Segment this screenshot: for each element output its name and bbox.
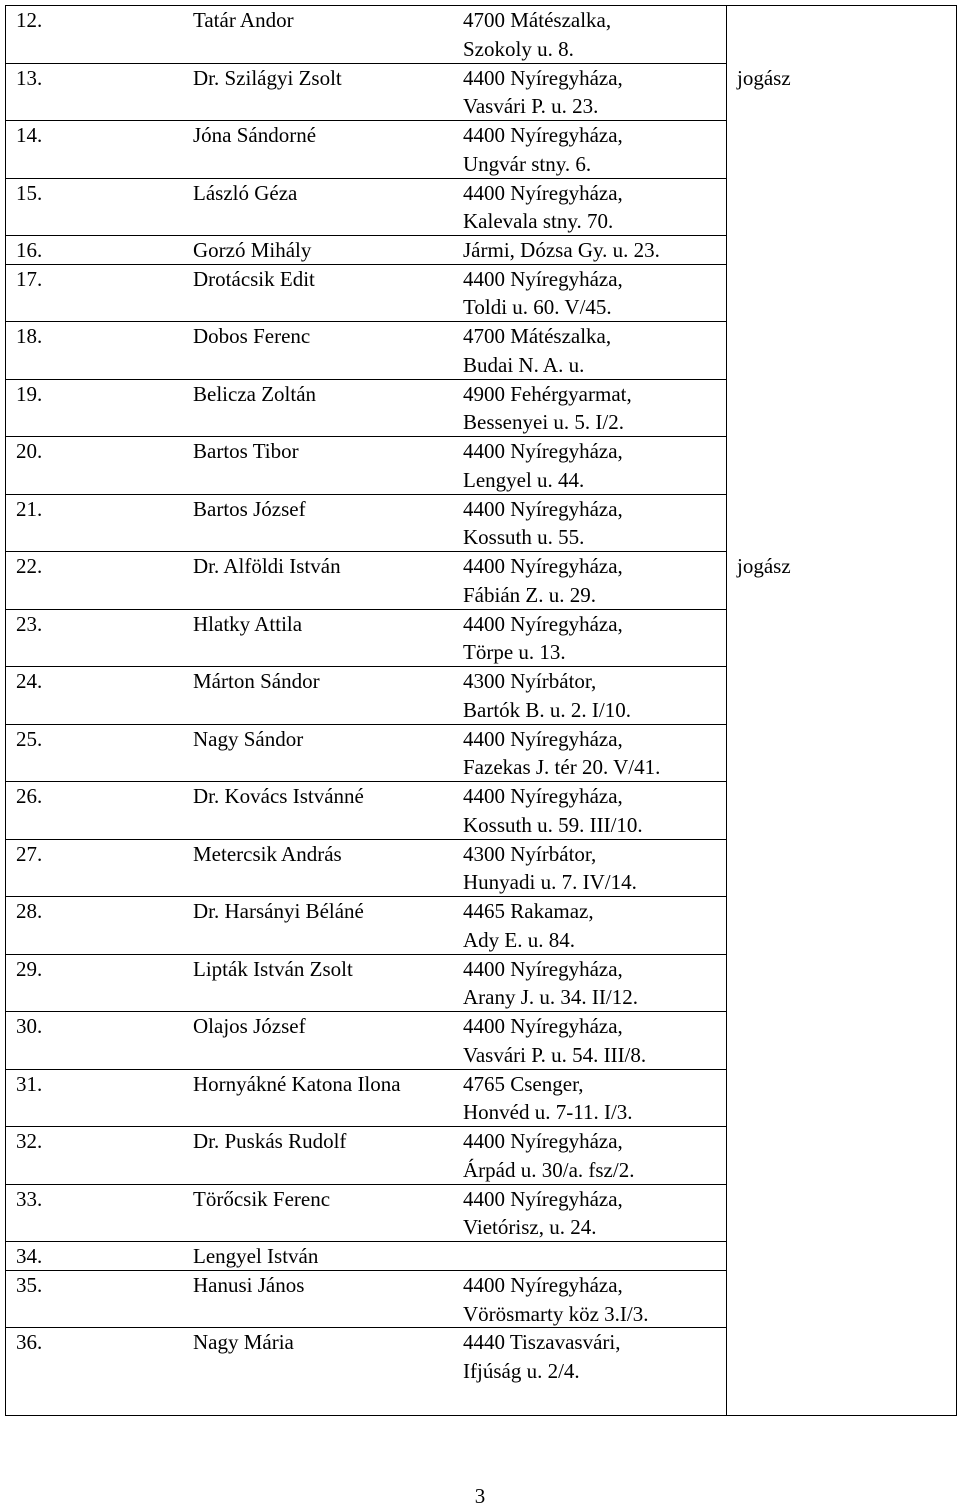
address-line-2: Arany J. u. 34. II/12. [463, 985, 638, 1010]
list-item [6, 1271, 726, 1329]
address-line-2: Toldi u. 60. V/45. [463, 295, 612, 320]
row-number: 20. [16, 439, 43, 464]
row-number: 30. [16, 1014, 43, 1039]
member-name: Hanusi János [193, 1272, 305, 1297]
row-number: 32. [16, 1129, 43, 1154]
row-number: 12. [16, 8, 43, 32]
list-item [6, 725, 726, 783]
address-line-2: Törpe u. 13. [463, 640, 566, 665]
list-item [6, 552, 726, 610]
list-item [6, 667, 726, 725]
member-name: Lipták István Zsolt [193, 956, 353, 981]
list-item [6, 121, 726, 179]
row-number: 36. [16, 1330, 43, 1355]
list-item [6, 955, 726, 1013]
address-line-2: Honvéd u. 7-11. I/3. [463, 1100, 633, 1125]
member-name: Drotácsik Edit [193, 266, 315, 291]
row-number: 34. [16, 1244, 43, 1269]
address-line-2: Kossuth u. 55. [463, 525, 585, 550]
member-name: Tatár Andor [193, 8, 294, 32]
list-item [6, 610, 726, 668]
member-name: Nagy Mária [193, 1330, 294, 1355]
address-line-1: 4765 Csenger, [463, 1071, 584, 1096]
list-item [6, 897, 726, 955]
member-name: Metercsik András [193, 841, 342, 866]
member-name: Lengyel István [193, 1244, 319, 1269]
address-line-1: 4465 Rakamaz, [463, 899, 594, 924]
member-name: Hornyákné Katona Ilona [193, 1071, 401, 1096]
address-line-2: Kossuth u. 59. III/10. [463, 812, 643, 837]
member-name: Belicza Zoltán [193, 381, 317, 406]
address-line-2: Budai N. A. u. [463, 352, 585, 377]
profession-note: jogász [737, 65, 791, 90]
member-name: Dr. Kovács Istvánné [193, 784, 364, 809]
address-line-1: Jármi, Dózsa Gy. u. 23. [463, 238, 660, 262]
list-item [6, 64, 726, 122]
member-name: Dr. Puskás Rudolf [193, 1129, 347, 1154]
list-item [6, 840, 726, 898]
member-name: Hlatky Attila [193, 611, 303, 636]
list-item [6, 1242, 726, 1271]
address-line-1: 4400 Nyíregyháza, [463, 784, 623, 809]
members-list [6, 6, 726, 1415]
member-name: Nagy Sándor [193, 726, 304, 751]
address-line-1: 4400 Nyíregyháza, [463, 439, 623, 464]
row-number: 23. [16, 611, 43, 636]
row-number: 29. [16, 956, 43, 981]
address-line-1: 4440 Tiszavasvári, [463, 1330, 621, 1355]
member-name: Dr. Szilágyi Zsolt [193, 65, 342, 90]
row-number: 16. [16, 238, 43, 262]
member-name: Dobos Ferenc [193, 324, 311, 349]
member-name: Jóna Sándorné [193, 123, 317, 147]
members-table [5, 5, 957, 1416]
address-line-1: 4400 Nyíregyháza, [463, 123, 623, 147]
address-line-1: 4300 Nyírbátor, [463, 841, 597, 866]
address-line-2: Ungvár stny. 6. [463, 151, 592, 176]
member-name: Olajos József [193, 1014, 306, 1039]
row-number: 19. [16, 381, 43, 406]
list-item [6, 265, 726, 323]
address-line-2: Árpád u. 30/a. fsz/2. [463, 1157, 635, 1182]
row-number: 22. [16, 554, 43, 579]
row-number: 24. [16, 669, 43, 694]
list-item [6, 1070, 726, 1128]
list-item [6, 6, 726, 64]
notes-cell [727, 6, 957, 1416]
member-name: Márton Sándor [193, 669, 320, 694]
address-line-1: 4400 Nyíregyháza, [463, 1014, 623, 1039]
member-name: Törőcsik Ferenc [193, 1186, 331, 1211]
address-line-2: Bessenyei u. 5. I/2. [463, 410, 624, 435]
address-line-2: Kalevala stny. 70. [463, 209, 614, 234]
member-name: László Géza [193, 180, 298, 205]
member-name: Bartos Tibor [193, 439, 299, 464]
address-line-2: Ady E. u. 84. [463, 927, 575, 952]
address-line-1: 4700 Mátészalka, [463, 324, 612, 349]
address-line-1: 4400 Nyíregyháza, [463, 1272, 623, 1297]
member-name: Dr. Harsányi Béláné [193, 899, 364, 924]
list-item [6, 1328, 726, 1386]
address-line-1: 4400 Nyíregyháza, [463, 180, 623, 205]
list-item [6, 1012, 726, 1070]
address-line-1: 4700 Mátészalka, [463, 8, 612, 32]
row-number: 28. [16, 899, 43, 924]
list-item [6, 495, 726, 553]
address-line-2: Ifjúság u. 2/4. [463, 1359, 580, 1384]
member-name: Gorzó Mihály [193, 238, 312, 262]
address-line-2: Szokoly u. 8. [463, 36, 574, 61]
address-line-2: Vasvári P. u. 23. [463, 94, 599, 119]
address-line-1: 4400 Nyíregyháza, [463, 1129, 623, 1154]
address-line-1: 4400 Nyíregyháza, [463, 554, 623, 579]
page-number: 3 [474, 1484, 486, 1508]
address-line-2: Bartók B. u. 2. I/10. [463, 697, 631, 722]
row-number: 27. [16, 841, 43, 866]
row-number: 31. [16, 1071, 43, 1096]
notes-column [727, 6, 956, 1415]
list-item [6, 437, 726, 495]
row-number: 15. [16, 180, 43, 205]
address-line-1: 4400 Nyíregyháza, [463, 726, 623, 751]
row-number: 21. [16, 496, 43, 521]
profession-note: jogász [737, 554, 791, 579]
address-line-1: 4400 Nyíregyháza, [463, 611, 623, 636]
row-number: 14. [16, 123, 43, 147]
address-line-1: 4400 Nyíregyháza, [463, 1186, 623, 1211]
address-line-2: Hunyadi u. 7. IV/14. [463, 870, 637, 895]
list-item [6, 236, 726, 265]
list-item [6, 1185, 726, 1243]
member-name: Dr. Alföldi István [193, 554, 341, 579]
list-item [6, 322, 726, 380]
row-number: 13. [16, 65, 43, 90]
row-number: 35. [16, 1272, 43, 1297]
address-line-1: 4900 Fehérgyarmat, [463, 381, 632, 406]
address-line-1: 4400 Nyíregyháza, [463, 496, 623, 521]
address-line-2: Vasvári P. u. 54. III/8. [463, 1042, 647, 1067]
address-line-2: Vörösmarty köz 3.I/3. [463, 1301, 649, 1326]
list-item [6, 1127, 726, 1185]
address-line-1: 4400 Nyíregyháza, [463, 65, 623, 90]
address-line-2: Fazekas J. tér 20. V/41. [463, 755, 661, 780]
row-number: 18. [16, 324, 43, 349]
address-line-1: 4300 Nyírbátor, [463, 669, 597, 694]
list-item [6, 380, 726, 438]
members-cell [6, 6, 727, 1416]
member-name: Bartos József [193, 496, 306, 521]
row-number: 17. [16, 266, 43, 291]
address-line-2: Vietórisz, u. 24. [463, 1215, 597, 1240]
list-item [6, 179, 726, 237]
address-line-2: Fábián Z. u. 29. [463, 582, 596, 607]
address-line-2: Lengyel u. 44. [463, 467, 585, 492]
row-number: 25. [16, 726, 43, 751]
row-number: 26. [16, 784, 43, 809]
list-item [6, 782, 726, 840]
row-number: 33. [16, 1186, 43, 1211]
address-line-1: 4400 Nyíregyháza, [463, 266, 623, 291]
address-line-1: 4400 Nyíregyháza, [463, 956, 623, 981]
